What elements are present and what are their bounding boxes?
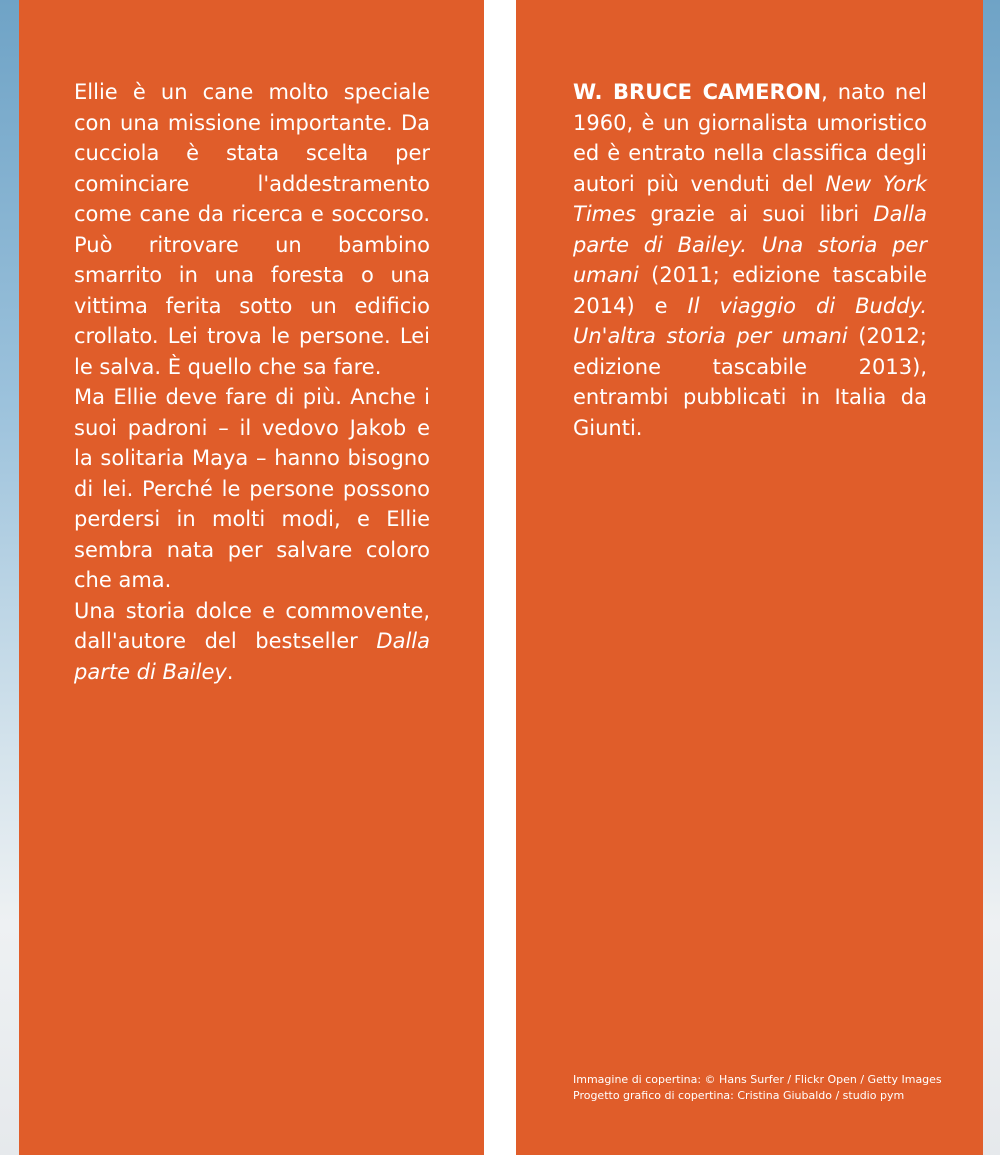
author-bio-paragraph <box>573 77 927 443</box>
synopsis-paragraph-3-start: Una storia dolce e commovente, dall'autore del bestseller <box>74 598 430 653</box>
bio-part-2: grazie ai suoi libri <box>635 202 874 226</box>
synopsis-paragraph-2: Ma Ellie deve fare di più. Anche i suoi padroni – il vedovo Jakob e la solitaria Maya – hanno bisogno di lei. Perché le persone possono perdersi in molti modi, e Ellie sembra nata per salvare coloro che ama. <box>74 385 430 592</box>
design-credit: Progetto grafico di copertina: Cristina Giubaldo / studio pym <box>573 1089 905 1102</box>
image-credit: Immagine di copertina: © Hans Surfer / Flickr Open / Getty Images <box>573 1073 942 1086</box>
bio-part-1: , nato nel 1960, è un giornalista umoristico ed è entrato nella classifica degli autori più venduti del <box>573 80 927 196</box>
author-name: W. BRUCE CAMERON <box>573 80 822 104</box>
left-flap <box>19 0 484 1155</box>
spine-gap <box>484 0 516 1155</box>
synopsis-paragraph-3 <box>74 596 430 688</box>
author-bio <box>573 77 927 443</box>
synopsis-paragraph-1: Ellie è un cane molto speciale con una missione importante. Da cucciola è stata scelta per cominciare l'addestramento come cane da ricerca e soccorso. Può ritrovare un bambino smarrito in una foresta o una vittima ferita sotto un edificio crollato. Lei trova le persone. Lei le salva. È quello che sa fare. <box>74 80 430 379</box>
book-title-1: Dalla parte di Bailey. Una storia per umani <box>573 202 927 287</box>
newspaper-name: New York Times <box>573 171 927 226</box>
synopsis-paragraph-3-end: . <box>226 659 234 684</box>
bio-part-4: (2012; edizione tascabile 2013), entrambi pubblicati in Italia da Giunti. <box>573 324 927 440</box>
bestseller-title: Dalla parte di Bailey <box>74 629 430 684</box>
book-title-2: Il viaggio di Buddy. Un'altra storia per umani <box>573 293 927 348</box>
cover-credits <box>573 1072 973 1104</box>
bio-part-3: (2011; edizione tascabile 2014) e <box>573 263 927 318</box>
synopsis-text <box>74 77 430 687</box>
right-flap <box>516 0 983 1155</box>
